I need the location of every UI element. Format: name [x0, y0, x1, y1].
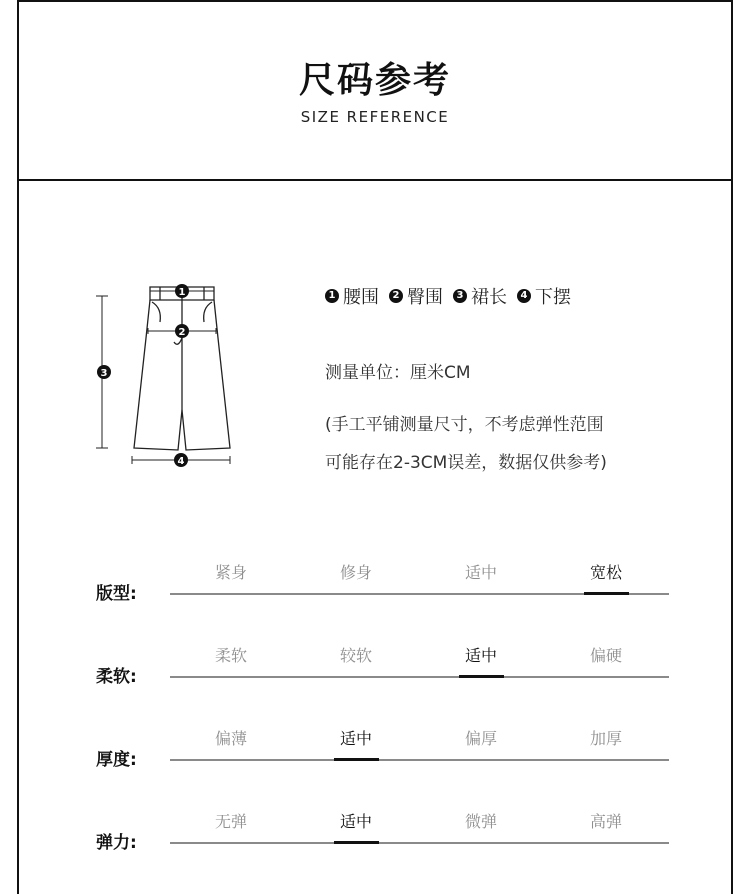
legend-label: 下摆: [535, 287, 571, 308]
attribute-option: 偏薄: [214, 729, 247, 748]
legend-number-badge: 3: [453, 289, 467, 303]
attribute-option: 较软: [339, 646, 372, 665]
page-title: 尺码参考: [298, 60, 451, 101]
legend-item-length: [453, 283, 507, 309]
svg-text:2: 2: [178, 327, 186, 338]
legend-number-badge: 4: [517, 289, 531, 303]
pants-diagram: [90, 278, 250, 478]
svg-text:4: 4: [177, 456, 185, 467]
measurement-unit: 测量单位：厘米CM: [325, 363, 471, 383]
legend-item-hip: [389, 283, 443, 309]
legend-label: 臀围: [407, 287, 443, 308]
attribute-option-selected: 适中: [339, 812, 372, 831]
selected-indicator: [459, 675, 504, 678]
legend-item-waist: [325, 283, 379, 309]
attribute-option-selected: 适中: [464, 646, 497, 665]
marker-3: [97, 365, 111, 379]
attribute-option: 紧身: [214, 563, 247, 582]
attribute-option: 适中: [464, 563, 497, 582]
measurement-legend: [325, 283, 581, 309]
legend-label: 裙长: [471, 287, 507, 308]
attribute-label: 弹力:: [96, 833, 137, 853]
selected-indicator: [334, 841, 379, 844]
marker-1: [175, 284, 189, 298]
attribute-row-softness: [0, 643, 750, 703]
selected-indicator: [334, 758, 379, 761]
attribute-scale-line: [170, 676, 669, 678]
attribute-option: 高弹: [589, 812, 622, 831]
selected-indicator: [584, 592, 629, 595]
attribute-row-fit: [0, 560, 750, 620]
legend-number-badge: 1: [325, 289, 339, 303]
attribute-scale-line: [170, 759, 669, 761]
attribute-option: 偏厚: [464, 729, 497, 748]
measurement-note-line-1: (手工平铺测量尺寸，不考虑弹性范围: [325, 415, 604, 435]
svg-text:1: 1: [178, 287, 186, 298]
attribute-label: 版型:: [96, 584, 137, 604]
attribute-label: 厚度:: [96, 750, 137, 770]
marker-4: [174, 453, 188, 467]
measurement-note-line-2: 可能存在2-3CM误差，数据仅供参考): [325, 453, 607, 473]
attribute-option-selected: 宽松: [589, 563, 622, 582]
attribute-scale-line: [170, 842, 669, 844]
svg-text:3: 3: [100, 368, 108, 379]
legend-label: 腰围: [343, 287, 379, 308]
legend-item-hem: [517, 283, 571, 309]
marker-2: [175, 324, 189, 338]
header: [17, 0, 733, 181]
attribute-option: 无弹: [214, 812, 247, 831]
attribute-option: 微弹: [464, 812, 497, 831]
attribute-option: 加厚: [589, 729, 622, 748]
attribute-option-selected: 适中: [339, 729, 372, 748]
attribute-option: 修身: [339, 563, 372, 582]
attribute-label: 柔软:: [96, 667, 137, 687]
attribute-row-thickness: [0, 726, 750, 786]
attribute-option: 柔软: [214, 646, 247, 665]
page-subtitle: SIZE REFERENCE: [300, 108, 450, 126]
attribute-option: 偏硬: [589, 646, 622, 665]
attribute-row-elasticity: [0, 809, 750, 869]
legend-number-badge: 2: [389, 289, 403, 303]
